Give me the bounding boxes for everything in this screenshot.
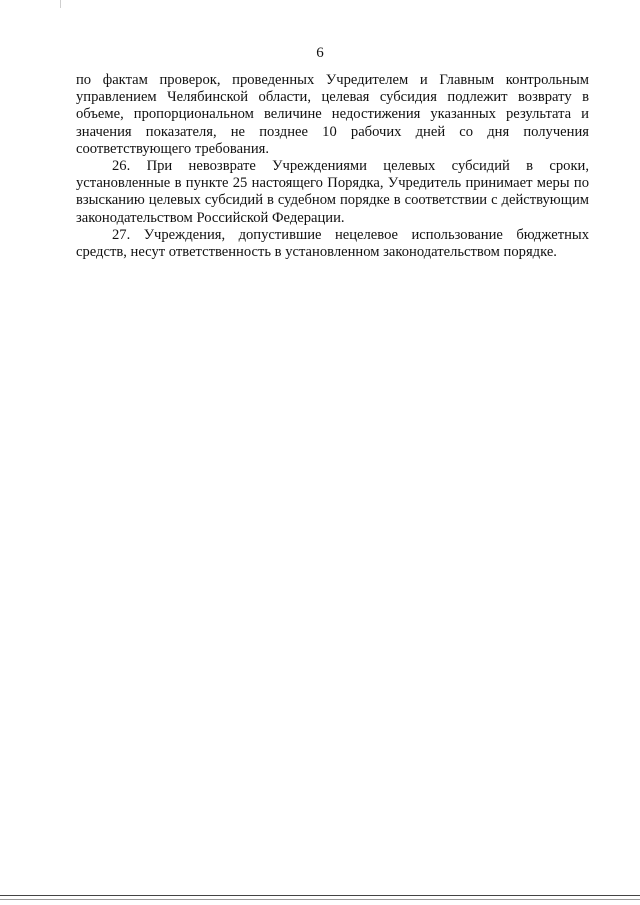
paragraph-26: 26. При невозврате Учреждениями целевых субсидий в сроки, установленные в пункте 25 настоящего Порядка, Учредитель принимает меры по взысканию целевых субсидий в судебном порядке в соответствии с действующим законодательством Российской Федерации. — [76, 158, 589, 226]
scan-bottom-edge — [0, 895, 640, 896]
scan-bottom-edge-shadow — [0, 899, 640, 900]
page-number: 6 — [316, 45, 324, 61]
scan-artifact — [60, 0, 61, 8]
paragraph-25-continuation: по фактам проверок, проведенных Учредителем и Главным контрольным управлением Челябинской области, целевая субсидия подлежит возврату в объеме, пропорциональном величине недостижения указанных результата и значения показателя, не позднее 10 рабочих дней со дня получения соответствующего требования. — [76, 72, 589, 157]
paragraph-27: 27. Учреждения, допустившие нецелевое использование бюджетных средств, несут ответственность в установленном законодательством порядке. — [76, 226, 589, 261]
document-body — [76, 72, 589, 261]
